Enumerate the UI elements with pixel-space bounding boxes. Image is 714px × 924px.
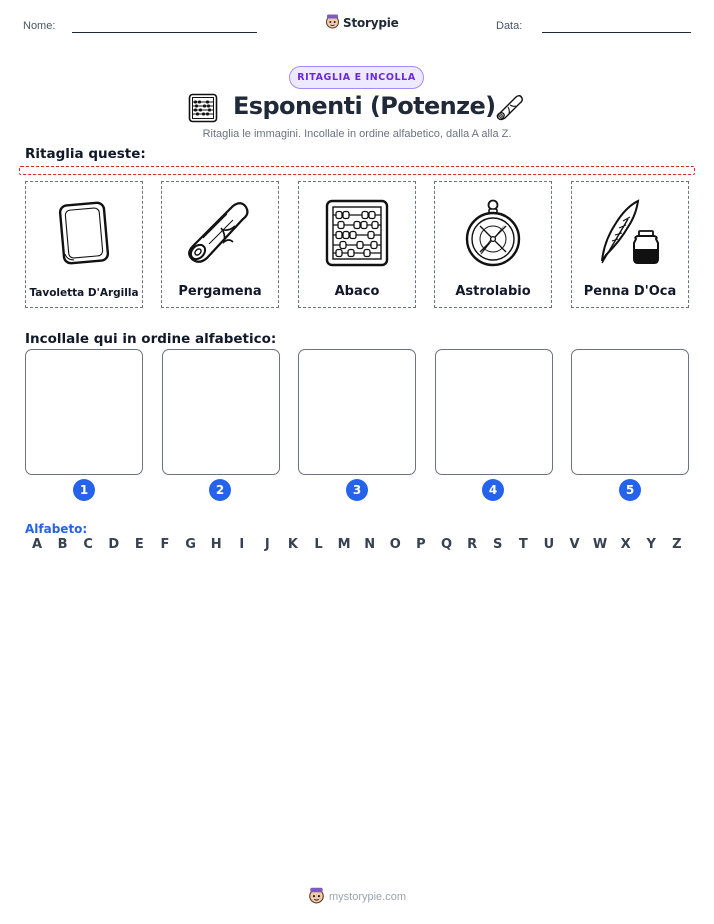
alphabet-letter: L xyxy=(314,537,323,552)
alphabet-letter: N xyxy=(364,537,376,552)
alphabet-letter: Q xyxy=(440,537,453,552)
paste-box-3[interactable] xyxy=(298,349,416,475)
alphabet-label: Alfabeto: xyxy=(25,522,88,536)
alphabet-row xyxy=(25,537,689,552)
alphabet-letter: P xyxy=(416,537,426,552)
alphabet-letter: X xyxy=(620,537,631,552)
quill-ink-icon xyxy=(572,190,688,276)
position-number-badge: 5 xyxy=(619,479,641,501)
alphabet-letter: M xyxy=(337,537,351,552)
alphabet-letter: C xyxy=(83,537,93,552)
cut-card-label: Astrolabio xyxy=(455,284,531,299)
cut-card-label: Tavoletta D'Argilla xyxy=(29,287,139,299)
cut-card-label: Penna D'Oca xyxy=(583,284,677,299)
page-title: Esponenti (Potenze) xyxy=(233,92,496,120)
alphabet-letter: A xyxy=(31,537,43,552)
alphabet-letter: Z xyxy=(672,537,682,552)
alphabet-letter: T xyxy=(518,537,528,552)
footer xyxy=(308,886,406,908)
alphabet-letter: I xyxy=(239,537,245,552)
paste-box-1[interactable] xyxy=(25,349,143,475)
scroll-icon xyxy=(494,91,526,127)
cut-card-quill[interactable] xyxy=(571,181,689,308)
cut-card-scroll[interactable] xyxy=(161,181,279,308)
alphabet-letter: G xyxy=(185,537,196,552)
activity-badge: RITAGLIA E INCOLLA xyxy=(289,66,424,89)
alphabet-letter: S xyxy=(493,537,503,552)
alphabet-letter: D xyxy=(108,537,120,552)
alphabet-letter: U xyxy=(543,537,555,552)
cut-card-clay-tablet[interactable] xyxy=(25,181,143,308)
cut-section-label: Ritaglia queste: xyxy=(25,146,146,162)
alphabet-letter: F xyxy=(160,537,170,552)
position-number-badge: 2 xyxy=(209,479,231,501)
cut-line xyxy=(19,166,695,175)
astrolabe-icon xyxy=(435,190,551,276)
brand-logo xyxy=(325,13,399,33)
instructions: Ritaglia le immagini. Incollale in ordine alfabetico, dalla A alla Z. xyxy=(202,128,512,140)
cut-card-abacus[interactable] xyxy=(298,181,416,308)
scroll-icon xyxy=(162,190,278,276)
date-line xyxy=(542,32,691,33)
position-number-badge: 3 xyxy=(346,479,368,501)
date-label: Data: xyxy=(496,20,523,32)
paste-box-5[interactable] xyxy=(571,349,689,475)
alphabet-letter: K xyxy=(287,537,298,552)
position-number-badge: 1 xyxy=(73,479,95,501)
brand-name: Storypie xyxy=(343,16,399,30)
cut-card-astrolabe[interactable] xyxy=(434,181,552,308)
clay-tablet-icon xyxy=(26,190,142,276)
alphabet-letter: W xyxy=(592,537,608,552)
alphabet-letter: R xyxy=(467,537,478,552)
cut-card-label: Pergamena xyxy=(178,284,262,299)
name-line xyxy=(72,32,257,33)
paste-box-4[interactable] xyxy=(435,349,553,475)
abacus-icon xyxy=(299,190,415,276)
abacus-icon xyxy=(188,93,218,127)
storypie-mascot-icon xyxy=(325,13,340,33)
alphabet-letter: B xyxy=(57,537,68,552)
alphabet-letter: Y xyxy=(646,537,656,552)
paste-box-2[interactable] xyxy=(162,349,280,475)
storypie-mascot-icon xyxy=(308,886,325,908)
cut-card-label: Abaco xyxy=(334,284,380,299)
alphabet-letter: E xyxy=(134,537,144,552)
alphabet-letter: V xyxy=(569,537,580,552)
alphabet-letter: O xyxy=(389,537,401,552)
name-label: Nome: xyxy=(23,20,56,32)
alphabet-letter: J xyxy=(264,537,270,552)
paste-section-label: Incollale qui in ordine alfabetico: xyxy=(25,331,277,347)
alphabet-letter: H xyxy=(210,537,222,552)
position-number-badge: 4 xyxy=(482,479,504,501)
footer-url: mystorypie.com xyxy=(329,891,407,903)
